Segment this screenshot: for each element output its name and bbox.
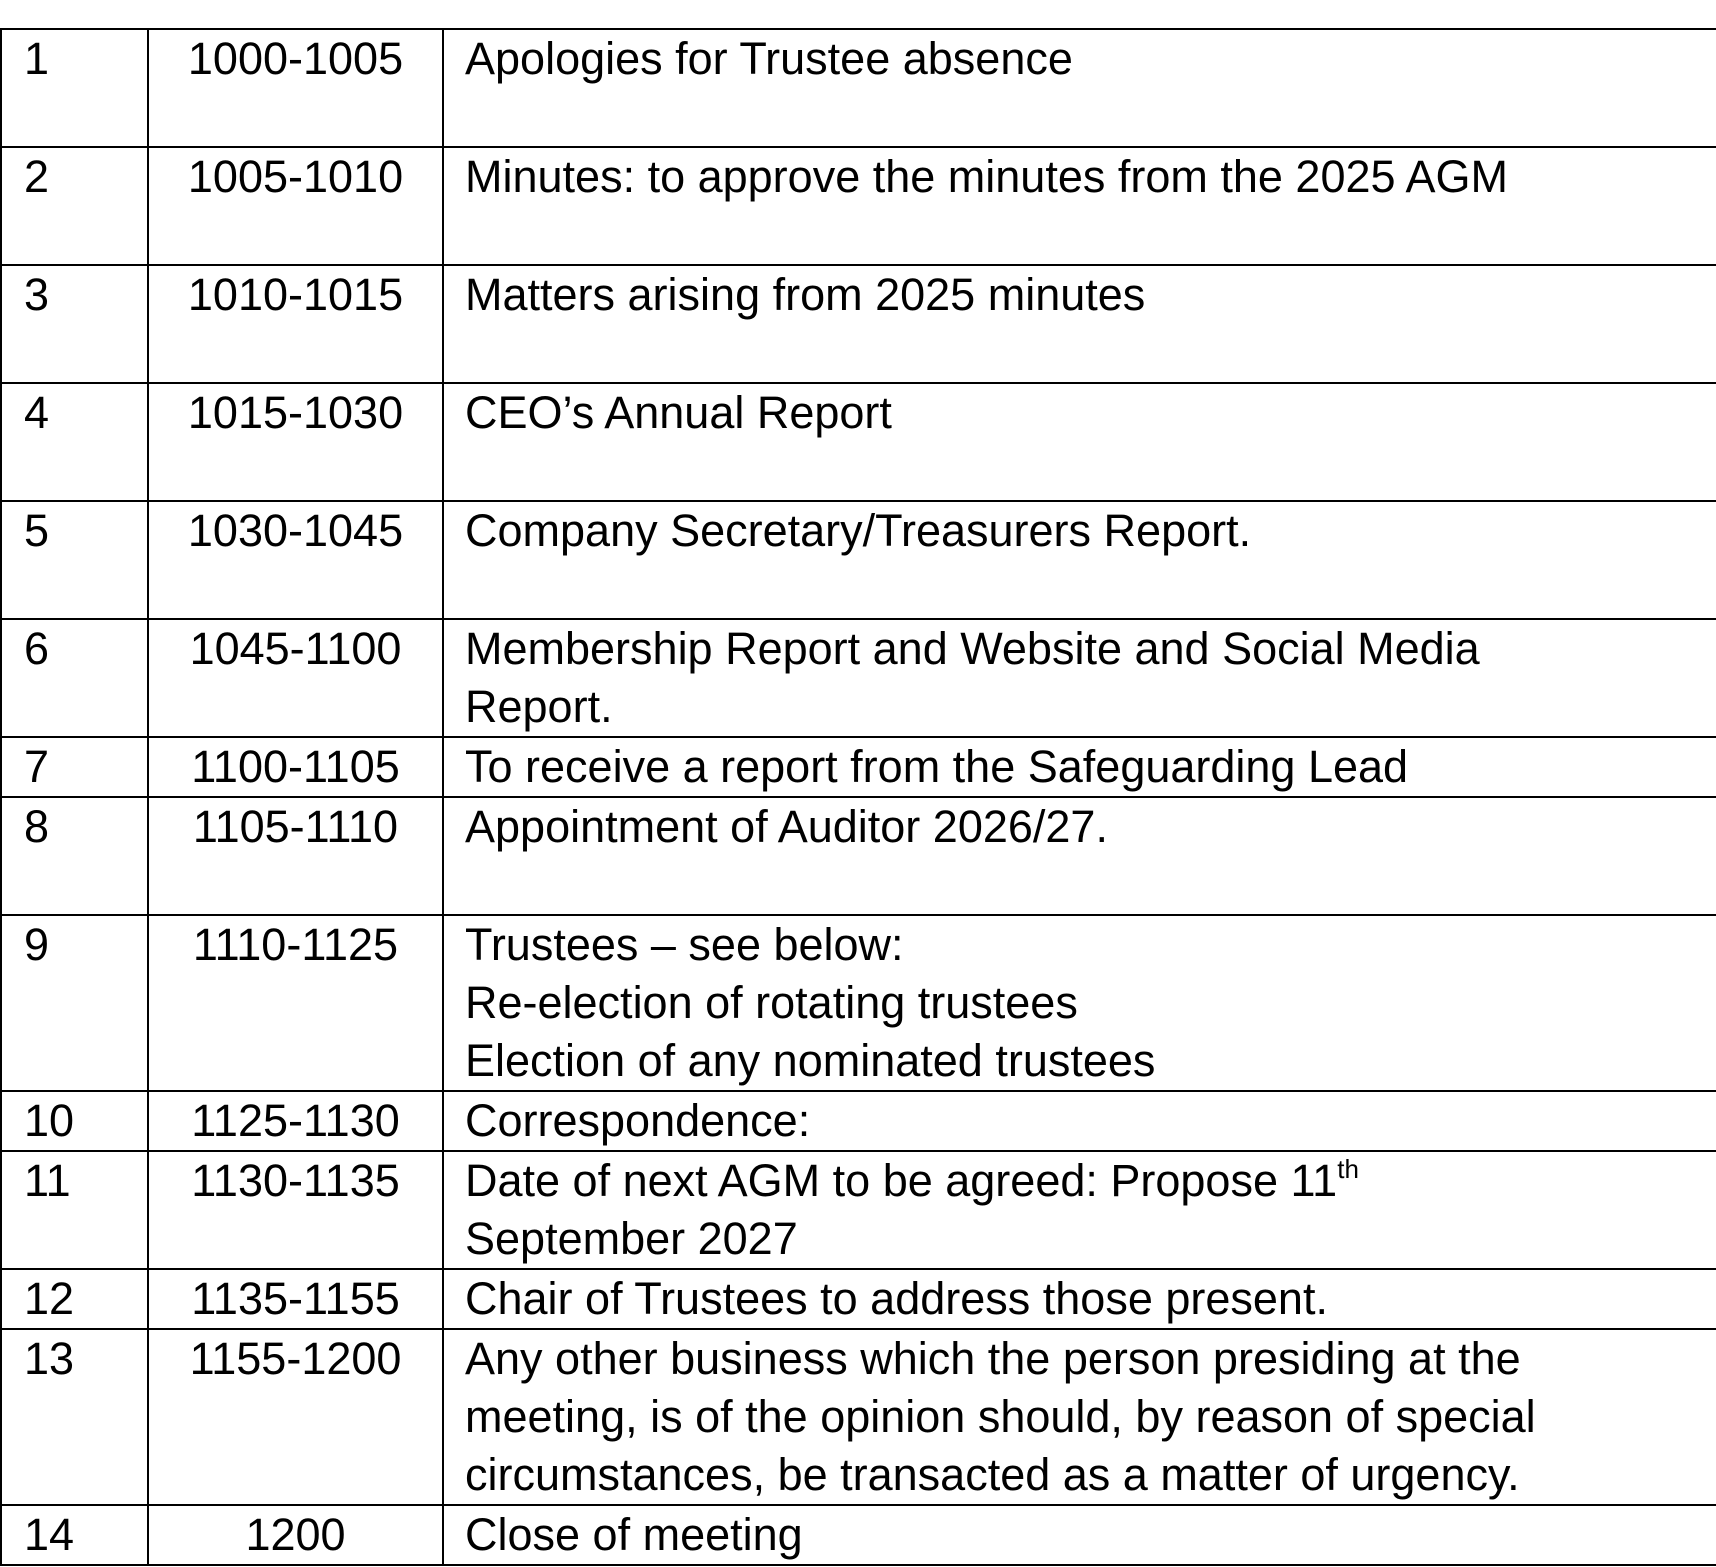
item-time: 1105-1110 [148,797,443,915]
description-text: Date of next AGM to be agreed: Propose 11 [465,1155,1338,1206]
item-number: 12 [1,1269,148,1329]
table-row [1,501,1716,619]
description-line: Apologies for Trustee absence [465,33,1073,84]
item-number: 1 [1,29,148,147]
description-line: meeting, is of the opinion should, by reason of special [465,1391,1536,1442]
table-row [1,265,1716,383]
item-number: 6 [1,619,148,737]
item-description [443,737,1716,797]
description-line: Correspondence: [465,1095,811,1146]
item-number: 14 [1,1505,148,1565]
description-line: Minutes: to approve the minutes from the 2025 AGM [465,151,1509,202]
item-description [443,1505,1716,1565]
description-line: Election of any nominated trustees [465,1035,1156,1086]
description-line: CEO’s Annual Report [465,387,892,438]
item-time: 1125-1130 [148,1091,443,1151]
item-description [443,501,1716,619]
table-row [1,1329,1716,1505]
item-number: 11 [1,1151,148,1269]
item-description [443,383,1716,501]
item-time: 1100-1105 [148,737,443,797]
table-row [1,1151,1716,1269]
description-line: Matters arising from 2025 minutes [465,269,1146,320]
ordinal-suffix: th [1337,1154,1359,1184]
item-number: 4 [1,383,148,501]
item-number: 9 [1,915,148,1091]
description-line [465,1152,1716,1210]
item-time: 1200 [148,1505,443,1565]
item-time: 1030-1045 [148,501,443,619]
table-row [1,1269,1716,1329]
item-time: 1005-1010 [148,147,443,265]
description-line: Company Secretary/Treasurers Report. [465,505,1252,556]
item-number: 13 [1,1329,148,1505]
table-row [1,737,1716,797]
item-number: 7 [1,737,148,797]
item-time: 1155-1200 [148,1329,443,1505]
item-time: 1130-1135 [148,1151,443,1269]
item-description [443,797,1716,915]
description-line: circumstances, be transacted as a matter of urgency. [465,1449,1520,1500]
description-line: Re-election of rotating trustees [465,977,1078,1028]
item-description [443,915,1716,1091]
item-description [443,147,1716,265]
item-description [443,29,1716,147]
item-number: 2 [1,147,148,265]
item-description [443,1329,1716,1505]
description-line: Appointment of Auditor 2026/27. [465,801,1108,852]
item-number: 10 [1,1091,148,1151]
item-time: 1015-1030 [148,383,443,501]
item-description [443,1091,1716,1151]
item-number: 8 [1,797,148,915]
description-line: Membership Report and Website and Social Media [465,623,1480,674]
item-description [443,1151,1716,1269]
description-line: Any other business which the person presiding at the [465,1333,1521,1384]
item-time: 1010-1015 [148,265,443,383]
description-line: To receive a report from the Safeguarding Lead [465,741,1409,792]
item-time: 1110-1125 [148,915,443,1091]
description-line: September 2027 [465,1213,798,1264]
table-row [1,147,1716,265]
item-description [443,619,1716,737]
item-number: 3 [1,265,148,383]
description-line: Trustees – see below: [465,919,904,970]
table-row [1,915,1716,1091]
description-line: Chair of Trustees to address those present. [465,1273,1328,1324]
item-time: 1045-1100 [148,619,443,737]
table-row [1,619,1716,737]
description-line: Report. [465,681,613,732]
item-description [443,265,1716,383]
description-line: Close of meeting [465,1509,803,1560]
table-row [1,1091,1716,1151]
item-time: 1000-1005 [148,29,443,147]
table-row [1,29,1716,147]
table-row [1,1505,1716,1565]
item-number: 5 [1,501,148,619]
table-row [1,797,1716,915]
item-time: 1135-1155 [148,1269,443,1329]
agenda-table [0,28,1716,1566]
table-row [1,383,1716,501]
item-description [443,1269,1716,1329]
